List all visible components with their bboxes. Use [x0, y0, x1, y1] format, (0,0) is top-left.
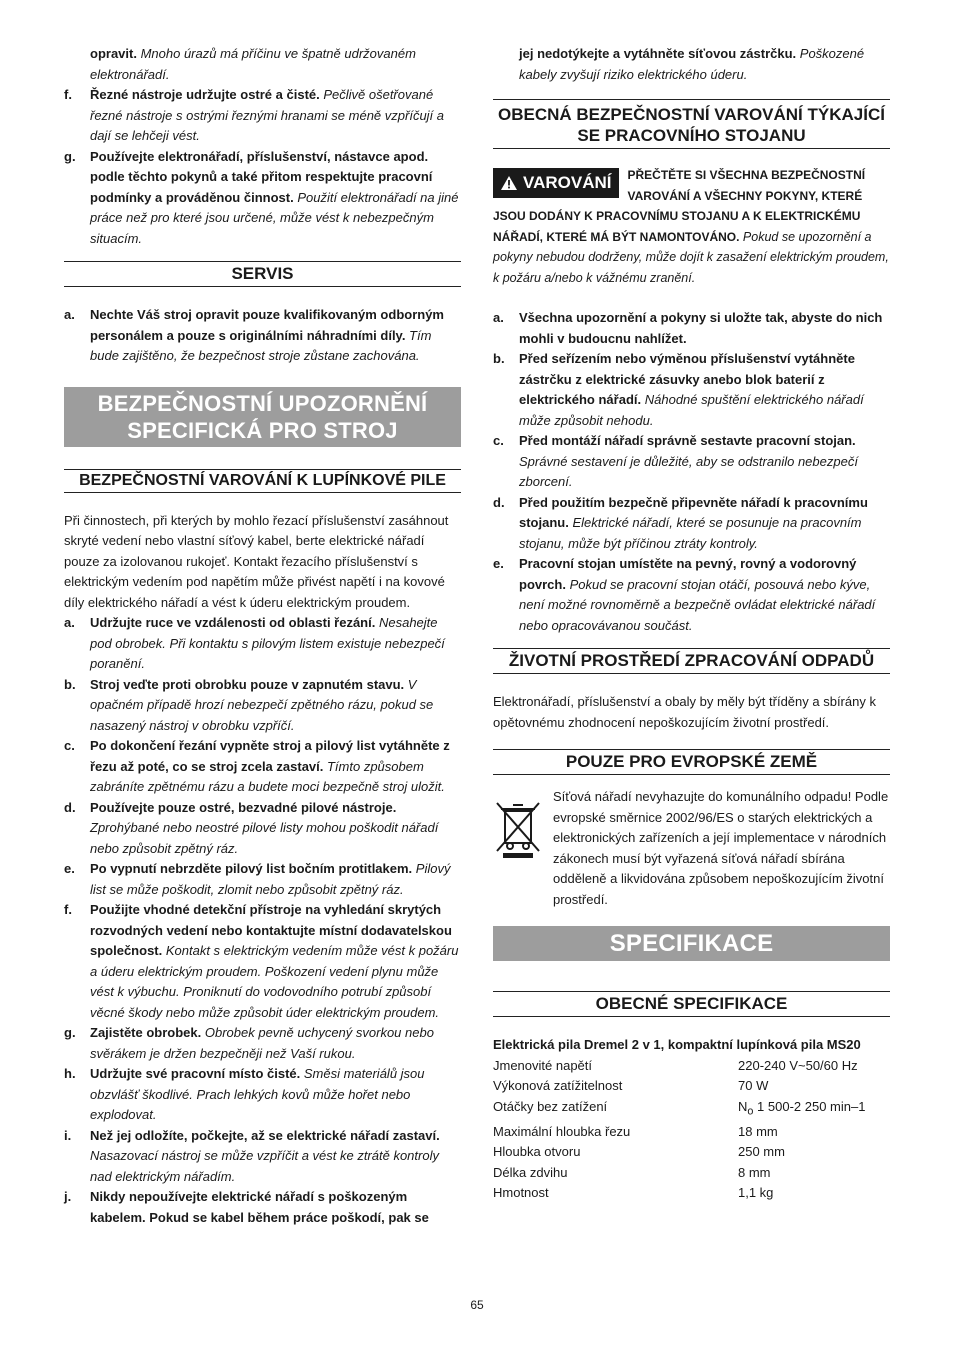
list-item	[64, 147, 461, 250]
warning-label: VAROVÁNÍ	[523, 173, 612, 192]
product-title: Elektrická pila Dremel 2 v 1, kompaktní lupínková pila MS20	[493, 1037, 861, 1052]
environment-text: Elektronářadí, příslušenství a obaly by měly být tříděny a sbírány k opětovnému zhodnocení nepoškozujícím životní prostředí.	[493, 694, 876, 730]
stand-heading-line-1: OBECNÁ BEZPEČNOSTNÍ VAROVÁNÍ TÝKAJÍCÍ	[498, 105, 885, 124]
eu-heading: POUZE PRO EVROPSKÉ ZEMĚ	[493, 749, 890, 775]
item-bold-text: Než jej odložíte, počkejte, až se elektrické nářadí zastaví.	[90, 1127, 440, 1143]
jigsaw-intro: Při činnostech, při kterých by mohlo řezací příslušenství zasáhnout skryté vedení nebo vlastní síťový kabel, berte elektrické nářadí pouze za izolovanou rukojeť. Kontakt řezacího příslušenství s elektrickým vedením pod napětím může přivést napětí i na kovové díly elektrického nářadí a vést k úderu elektrickým proudem.	[64, 512, 449, 610]
spec-value-prefix: N	[738, 1098, 748, 1114]
item-italic-text: Správné sestavení je důležité, aby se odstranilo nebezpečí zborcení.	[519, 453, 858, 489]
item-bold-text: Po vypnutí nebrzděte pilový list bočním protitlakem.	[90, 861, 413, 876]
right-column	[493, 44, 890, 1204]
spec-key: Hloubka otvoru	[493, 1144, 581, 1160]
list-item	[493, 308, 890, 349]
item-bold-text: Použijte vhodné detekční přístroje na vyhledání skrytých rozvodných vedení nebo kontaktujte místní dodavatelskou společnost.	[90, 902, 452, 958]
item-bold-text: Nechte Váš stroj opravit pouze kvalifikovaným odborným personálem a pouze s originálními náhradními díly.	[90, 307, 444, 343]
spec-key: Hmotnost	[493, 1185, 549, 1201]
spec-value	[738, 1122, 778, 1143]
list-item	[64, 798, 461, 860]
list-item	[64, 44, 461, 85]
spec-row	[493, 1163, 890, 1184]
spec-row	[493, 1142, 890, 1163]
list-item	[64, 305, 461, 367]
spec-key: Otáčky bez zatížení	[493, 1098, 608, 1114]
item-bold-text: Před montáží nářadí správně sestavte pracovní stojan.	[519, 433, 856, 448]
item-bold-text: Používejte elektronářadí, příslušenství, nástavce apod. podle těchto pokynů a také přitom respektujte pracovní podmínky a prováděnou činnost.	[90, 148, 433, 205]
left-column	[64, 44, 461, 1228]
left-intro-list	[64, 44, 461, 249]
item-bold-text: Nikdy nepoužívejte elektrické nářadí s poškozeným kabelem. Pokud se kabel během práce poškodí, pak se	[90, 1189, 429, 1225]
item-label: a.	[64, 615, 75, 630]
jigsaw-list	[64, 613, 461, 1228]
warning-bold-text: PŘEČTĚTE SI VŠECHNA BEZPEČNOSTNÍ VAROVÁNÍ A VŠECHNY POKYNY, KTERÉ JSOU DODÁNY K PRACOVNÍMU STOJANU A K ELEKTRICKÉMU NÁŘADÍ, KTERÉ MÁ BÝT NAMONTOVÁNO.	[493, 168, 866, 244]
spec-value	[738, 1183, 773, 1204]
item-bold-text: Před seřízením nebo výměnou příslušenství vytáhněte zástrčku z elektrické zásuvky anebo blok baterií z elektrického nářadí.	[519, 351, 855, 407]
item-bold-text: opravit.	[90, 46, 137, 61]
item-label: j.	[64, 1189, 72, 1204]
item-italic-text: V opačném případě hrozí nebezpečí zpětného rázu, pokud se nasazený nástroj v obrobku vzpříčí.	[90, 676, 434, 733]
item-bold-text: Stroj veďte proti obrobku pouze v zapnutém stavu.	[90, 676, 405, 692]
item-bold-text: Pracovní stojan umístěte na pevný, rovný a vodorovný povrch.	[519, 556, 857, 592]
item-bold-text: Po dokončení řezání vypněte stroj a pilový list vytáhněte z řezu až poté, co se stroj zcela zastaví.	[90, 738, 450, 774]
intro-bold: jej nedotýkejte a vytáhněte síťovou zástrčku.	[519, 46, 797, 61]
page-number: 65	[470, 1298, 484, 1312]
spec-key: Výkonová zatížitelnost	[493, 1078, 623, 1093]
spec-value	[738, 1076, 768, 1097]
item-italic-text: Použití elektronářadí na jiné práce než pro které jsou určené, může vést k nebezpečným situacím.	[90, 189, 459, 246]
stand-heading	[493, 99, 890, 149]
spec-value-text: 18 mm	[738, 1123, 778, 1139]
list-item	[64, 736, 461, 798]
item-label: c.	[493, 433, 504, 448]
list-item	[493, 431, 890, 493]
warning-italic-text: Pokud se upozornění a pokyny nebudou dodrženy, může dojít k zasažení elektrickým proudem, k požáru a/nebo k vážnému zranění.	[493, 229, 889, 285]
list-item	[64, 1126, 461, 1188]
weee-bin-icon	[493, 787, 553, 910]
spec-banner: SPECIFIKACE	[493, 926, 890, 961]
item-italic-text: Zprohýbané nebo neostré pilové listy mohou poškodit nářadí nebo způsobit zpětný ráz.	[90, 820, 439, 856]
spec-key: Délka zdvihu	[493, 1164, 568, 1180]
item-bold-text: Všechna upozornění a pokyny si uložte tak, abyste do nich mohli v budoucnu nahlížet.	[519, 310, 883, 346]
item-label: b.	[493, 351, 505, 366]
intro-italic: Poškozené kabely zvyšují riziko elektrického úderu.	[519, 46, 865, 82]
list-item	[64, 1064, 461, 1126]
item-label: c.	[64, 738, 75, 753]
item-italic-text: Kontakt s elektrickým vedením může vést k požáru a úderu elektrickým proudem. Poškození vedení plynu může vést k výbuchu. Proniknutí do vodovodního potrubí způsobí věcné škody nebo může způsobit úder elektrickým proudem.	[90, 943, 459, 1020]
spec-value-text: 8 mm	[738, 1164, 771, 1180]
spec-value	[738, 1163, 771, 1184]
item-italic-text: Pečlivě ošetřované řezné nástroje s ostrými řeznými hranami se méně vzpříčují a dají se lehčeji vést.	[90, 87, 445, 143]
item-label: i.	[64, 1127, 72, 1143]
list-item	[64, 900, 461, 1023]
item-bold-text: Udržujte své pracovní místo čisté.	[90, 1066, 301, 1081]
item-italic-text: Náhodné spuštění elektrického nářadí může způsobit nehodu.	[519, 392, 864, 428]
spec-row	[493, 1122, 890, 1143]
spec-row	[493, 1183, 890, 1204]
spec-value-text: 220-240 V~50/60 Hz	[738, 1057, 858, 1073]
list-item	[64, 1023, 461, 1064]
item-label: b.	[64, 676, 76, 692]
item-label: e.	[64, 861, 75, 876]
spec-value	[738, 1056, 858, 1077]
item-label: d.	[493, 494, 505, 510]
item-bold-text: Udržujte ruce ve vzdálenosti od oblasti řezání.	[90, 615, 376, 630]
list-item	[64, 675, 461, 737]
banner-line-1: BEZPEČNOSTNÍ UPOZORNĚNÍ	[97, 390, 428, 416]
spec-value-text: 250 mm	[738, 1144, 785, 1160]
right-intro	[493, 44, 890, 85]
item-italic-text: Obrobek pevně uchycený svorkou nebo svěrákem je držen bezpečněji než Vaší rukou.	[90, 1025, 434, 1061]
item-italic-text: Směsi materiálů jsou obzvlášť škodlivé. Prach lehkých kovů může hořet nebo explodovat.	[90, 1066, 425, 1122]
item-bold-text: Používejte pouze ostré, bezvadné pilové nástroje.	[90, 799, 397, 815]
list-item	[64, 613, 461, 675]
list-item	[493, 349, 890, 431]
item-label: h.	[64, 1066, 76, 1081]
warning-triangle-icon	[501, 176, 517, 190]
list-item	[64, 859, 461, 900]
servis-list	[64, 305, 461, 367]
item-italic-text: Elektrické nářadí, které se posunuje na pracovním stojanu, může být příčinou ztráty kontroly.	[519, 515, 862, 551]
list-item	[64, 85, 461, 147]
item-label: a.	[493, 310, 504, 325]
spec-value-subscript: o	[747, 1105, 754, 1118]
item-italic-text: Tímto způsobem zabráníte zpětnému rázu a budete moci bezpečně stroj uložit.	[90, 758, 445, 794]
item-italic-text: Pilový list se může poškodit, zlomit nebo způsobit zpětný ráz.	[90, 861, 451, 897]
jigsaw-heading: BEZPEČNOSTNÍ VAROVÁNÍ K LUPÍNKOVÉ PILE	[64, 469, 461, 493]
item-italic-text: Nesahejte pod obrobek. Při kontaktu s pilovým listem existuje nebezpečí poranění.	[90, 615, 445, 671]
item-italic-text: Pokud se pracovní stojan otáčí, posouvá nebo kýve, není možné rovnoměrně a bezpečně ovládat elektrické nářadí nebo opracovávanou součást.	[519, 576, 876, 633]
spec-row	[493, 1097, 890, 1122]
weee-block	[493, 787, 890, 910]
warning-block	[493, 165, 890, 288]
spec-table	[493, 1056, 890, 1204]
spec-value-text: 1 500-2 250 min–1	[753, 1098, 866, 1114]
item-italic-text: Nasazovací nástroj se může vzpříčit a vést ke ztrátě kontroly nad elektrickým nářadím.	[90, 1148, 439, 1184]
environment-heading: ŽIVOTNÍ PROSTŘEDÍ ZPRACOVÁNÍ ODPADŮ	[493, 648, 890, 674]
item-label: a.	[64, 307, 75, 322]
item-bold-text: Před použitím bezpečně připevněte nářadí k pracovnímu stojanu.	[519, 494, 868, 530]
banner-line-2: SPECIFICKÁ PRO STROJ	[127, 417, 398, 443]
list-item	[493, 493, 890, 555]
item-italic-text: Tím bude zajištěno, že bezpečnost stroje zůstane zachována.	[90, 327, 432, 363]
item-label: e.	[493, 556, 504, 571]
servis-heading: SERVIS	[64, 261, 461, 287]
spec-key: Jmenovité napětí	[493, 1057, 593, 1073]
spec-value	[738, 1097, 865, 1122]
stand-list	[493, 308, 890, 636]
item-label: d.	[64, 799, 76, 815]
list-item	[64, 1187, 461, 1228]
spec-row	[493, 1076, 890, 1097]
list-item	[493, 554, 890, 636]
spec-value-text: 1,1 kg	[738, 1185, 774, 1201]
item-bold-text: Řezné nástroje udržujte ostré a čisté.	[90, 87, 320, 102]
item-label: f.	[64, 87, 72, 102]
machine-specific-banner	[64, 387, 461, 447]
spec-value-text: 70 W	[738, 1078, 769, 1093]
item-label: g.	[64, 1025, 76, 1040]
item-bold-text: Zajistěte obrobek.	[90, 1025, 202, 1040]
spec-key: Maximální hloubka řezu	[493, 1123, 631, 1139]
spec-row	[493, 1056, 890, 1077]
item-label: g.	[64, 148, 76, 164]
item-italic-text: Mnoho úrazů má příčinu ve špatně udržovaném elektronářadí.	[90, 46, 416, 82]
general-spec-heading: OBECNÉ SPECIFIKACE	[493, 991, 890, 1017]
stand-heading-line-2: SE PRACOVNÍHO STOJANU	[577, 126, 806, 145]
warning-badge	[493, 168, 619, 198]
item-label: f.	[64, 902, 72, 917]
spec-value	[738, 1142, 785, 1163]
eu-text: Síťová nářadí nevyhazujte do komunálního odpadu! Podle evropské směrnice 2002/96/ES o starých elektrických a elektronických zařízeních a její implementace v národních zákonech musí být vyřazená síťová nářadí sbírána odděleně a likvidována způsobem nepoškozujícím životní prostředí.	[553, 789, 889, 907]
